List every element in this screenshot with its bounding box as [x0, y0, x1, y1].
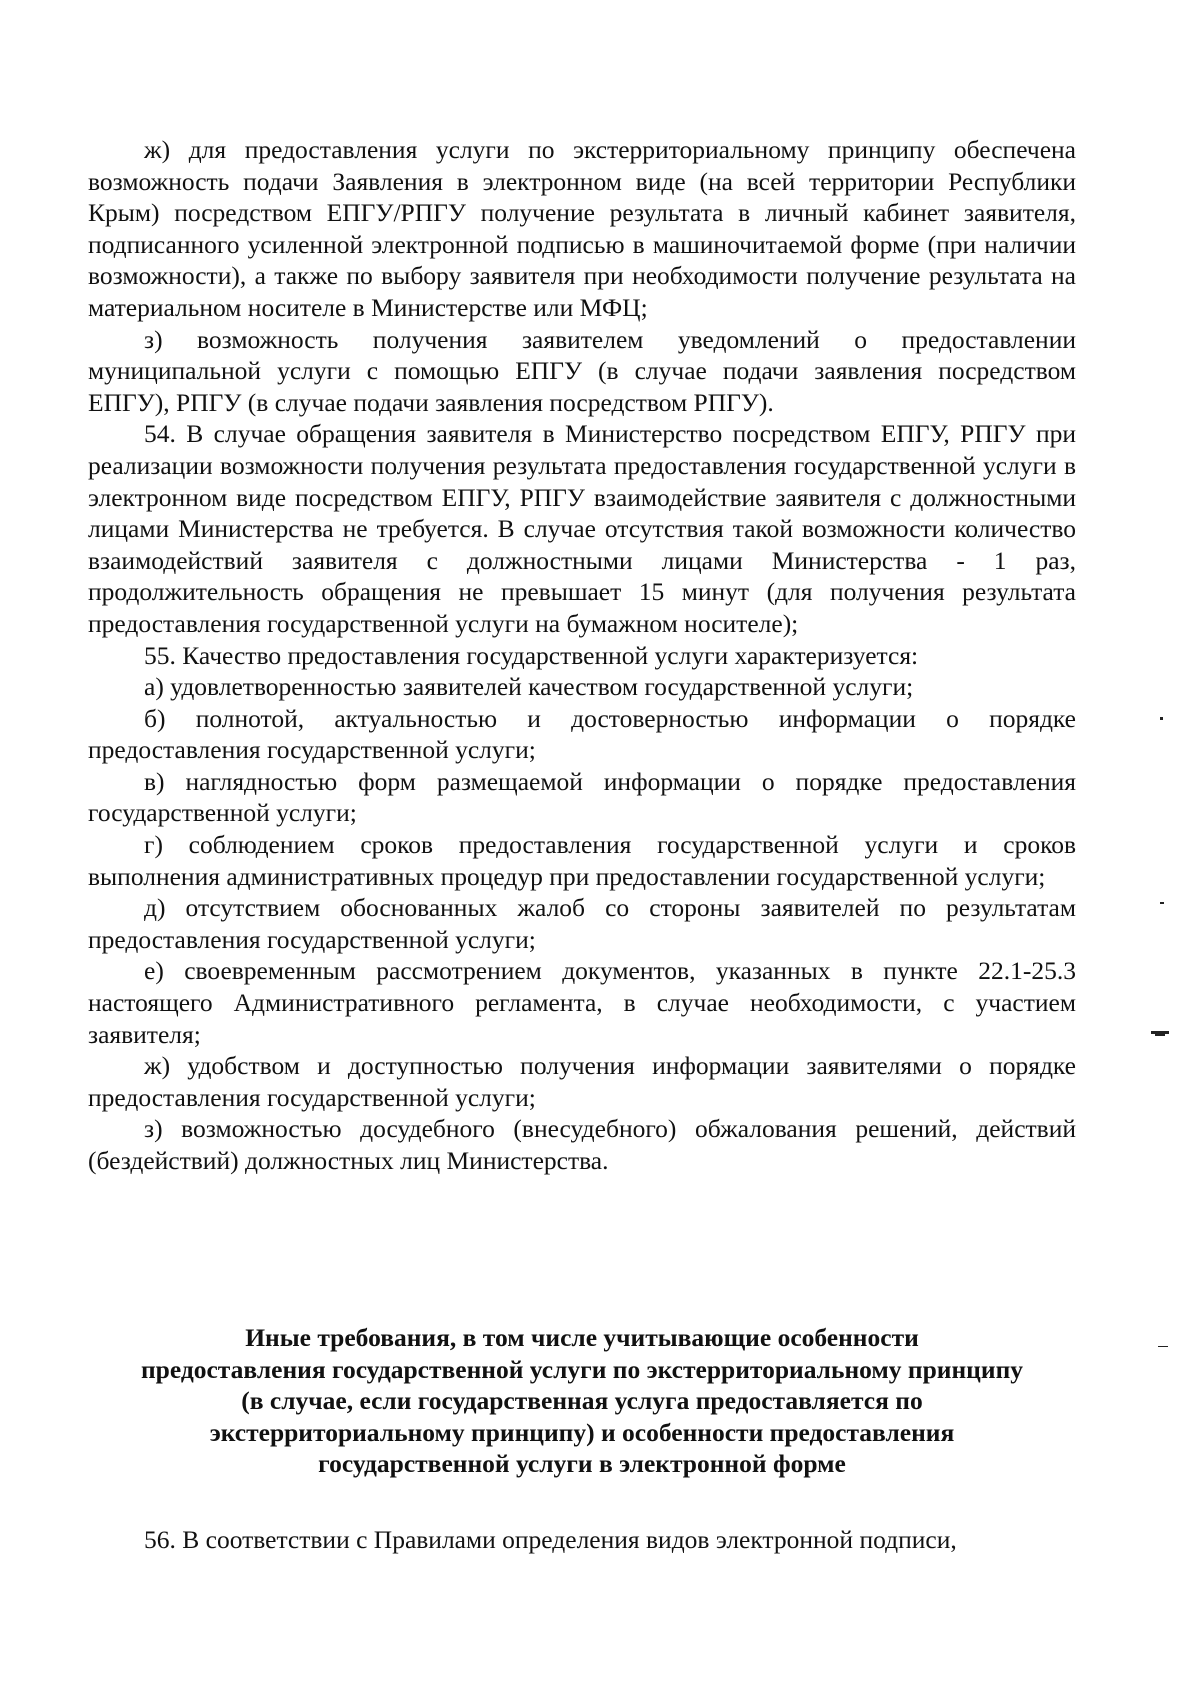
paragraph-zh-extraterritorial: ж) для предоставления услуги по экстерриториальному принципу обеспечена возможность подачи Заявления в электронном виде (на всей территории Республики Крым) посредством ЕПГУ/РПГУ получение результата в личный кабинет заявителя, подписанного усиленной электронной подписью в машиночитаемой форме (при наличии возможности), а также по выбору заявителя при необходимости получение результата на материальном носителе в Министерстве или МФЦ; [88, 135, 1076, 322]
scan-artifact-mark [1160, 902, 1164, 904]
paragraph-55: 55. Качество предоставления государственной услуги характеризуется: [144, 640, 919, 670]
heading-line: государственной услуги в электронной форме [318, 1449, 846, 1479]
list-item-v: в) наглядностью форм размещаемой информации о порядке предоставления государственной услуги; [88, 766, 1076, 828]
scan-artifact-mark [1160, 717, 1163, 720]
heading-line: (в случае, если государственная услуга предоставляется по [241, 1386, 923, 1416]
scan-artifact-mark [1155, 1034, 1165, 1036]
heading-line: предоставления государственной услуги по экстерриториальному принципу [140, 1354, 1024, 1384]
section-heading [88, 1322, 1076, 1480]
heading-line: экстерриториальному принципу) и особенности предоставления [209, 1417, 955, 1447]
scan-artifact-mark [1158, 1346, 1168, 1347]
heading-line: Иные требования, в том числе учитывающие особенности [245, 1323, 919, 1352]
paragraph-56: 56. В соответствии с Правилами определения видов электронной подписи, [144, 1525, 957, 1554]
list-item-e: е) своевременным рассмотрением документов, указанных в пункте 22.1-25.3 настоящего Административного регламента, в случае необходимости, с участием заявителя; [88, 956, 1076, 1049]
paragraph-z-notifications: з) возможность получения заявителем уведомлений о предоставлении муниципальной услуги с помощью ЕПГУ (в случае подачи заявления посредством ЕПГУ), РПГУ (в случае подачи заявления посредством РПГУ). [88, 324, 1076, 417]
list-item-b: б) полнотой, актуальностью и достоверностью информации о порядке предоставления государственной услуги; [88, 703, 1076, 765]
list-item-d: д) отсутствием обоснованных жалоб со стороны заявителей по результатам предоставления государственной услуги; [88, 893, 1076, 954]
list-item-zh: ж) удобством и доступностью получения информации заявителями о порядке предоставления государственной услуги; [88, 1051, 1076, 1112]
list-item-z: з) возможностью досудебного (внесудебного) обжалования решений, действий (бездействий) должностных лиц Министерства. [88, 1114, 1076, 1175]
list-item-a: а) удовлетворенностью заявителей качеством государственной услуги; [144, 672, 914, 702]
list-item-g: г) соблюдением сроков предоставления государственной услуги и сроков выполнения административных процедур при предоставлении государственной услуги; [88, 830, 1076, 891]
body-text [88, 134, 1076, 1177]
paragraph-54: 54. В случае обращения заявителя в Министерство посредством ЕПГУ, РПГУ при реализации возможности получения результата предоставления государственной услуги в электронном виде посредством ЕПГУ, РПГУ взаимодействие заявителя с должностными лицами Министерства не требуется. В случае отсутствия такой возможности количество взаимодействий заявителя с должностными лицами Министерства - 1 раз, продолжительность обращения не превышает 15 минут (для получения результата предоставления государственной услуги на бумажном носителе); [88, 419, 1076, 638]
